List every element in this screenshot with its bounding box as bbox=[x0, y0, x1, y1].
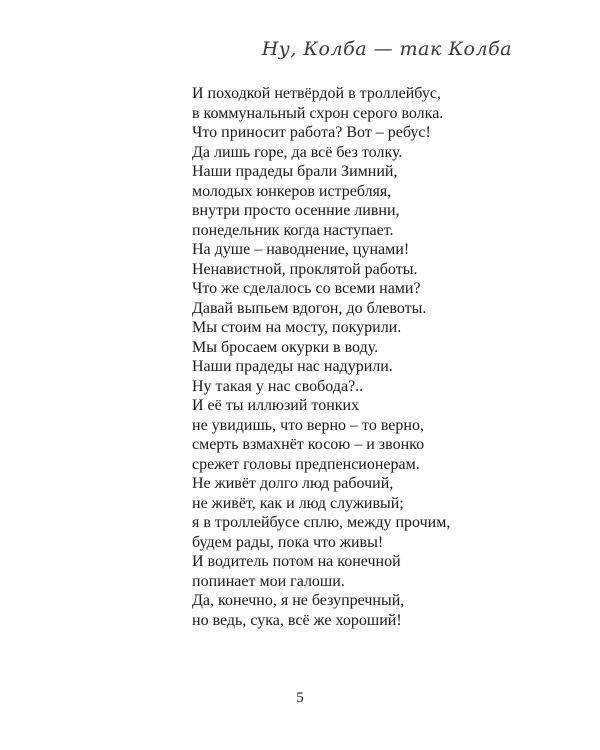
poem-line: Да, конечно, я не безупречный, bbox=[192, 592, 405, 609]
page-number: 5 bbox=[296, 690, 304, 706]
poem-line: Что приносит работа? Вот – ребус! bbox=[192, 124, 431, 141]
poem-line: в коммунальный схрон серого волка. bbox=[192, 104, 444, 122]
poem-line: Ну такая у нас свобода?.. bbox=[192, 377, 364, 395]
poem-line: И водитель потом на конечной bbox=[192, 553, 401, 570]
poem-line: Ненавистной, проклятой работы. bbox=[192, 260, 418, 278]
poem-line: Наши прадеды брали Зимний, bbox=[192, 163, 398, 180]
poem-line: не живёт, как и люд служивый; bbox=[192, 494, 404, 512]
poem-line: но ведь, сука, всё же хороший! bbox=[192, 611, 402, 629]
poem-line: Что же сделалось со всеми нами? bbox=[192, 280, 421, 297]
poem-body bbox=[192, 84, 522, 630]
poem-line: Да лишь горе, да всё без толку. bbox=[192, 143, 403, 161]
poem-line: внутри просто осенние ливни, bbox=[192, 202, 400, 219]
poem-line: не увидишь, что верно – то верно, bbox=[192, 416, 424, 434]
poem-line: Мы стоим на мосту, покурили. bbox=[192, 319, 402, 336]
poem-line: я в троллейбусе сплю, между прочим, bbox=[192, 514, 451, 531]
poem-line: Мы бросаем окурки в воду. bbox=[192, 338, 379, 356]
poem-line: На душе – наводнение, цунами! bbox=[192, 241, 410, 258]
poem-line: будем рады, пока что живы! bbox=[192, 533, 384, 551]
poem-line: срежет головы предпенсионерам. bbox=[192, 455, 420, 473]
running-header-title: Ну, Колба — так Колба bbox=[261, 38, 512, 60]
poem-line: И походкой нетвёрдой в троллейбус, bbox=[192, 85, 441, 102]
poem-line: И её ты иллюзий тонких bbox=[192, 397, 360, 414]
poem-line: попинает мои галоши. bbox=[192, 572, 345, 590]
poem-line: смерть взмахнёт косою – и звонко bbox=[192, 436, 425, 453]
poem-line: Не живёт долго люд рабочий, bbox=[192, 475, 394, 492]
poem-line: понедельник когда наступает. bbox=[192, 221, 394, 239]
poem-line: Наши прадеды нас надурили. bbox=[192, 358, 393, 375]
poem-line: Давай выпьем вдогон, до блевоты. bbox=[192, 299, 427, 317]
poem-line: молодых юнкеров истребляя, bbox=[192, 182, 392, 200]
